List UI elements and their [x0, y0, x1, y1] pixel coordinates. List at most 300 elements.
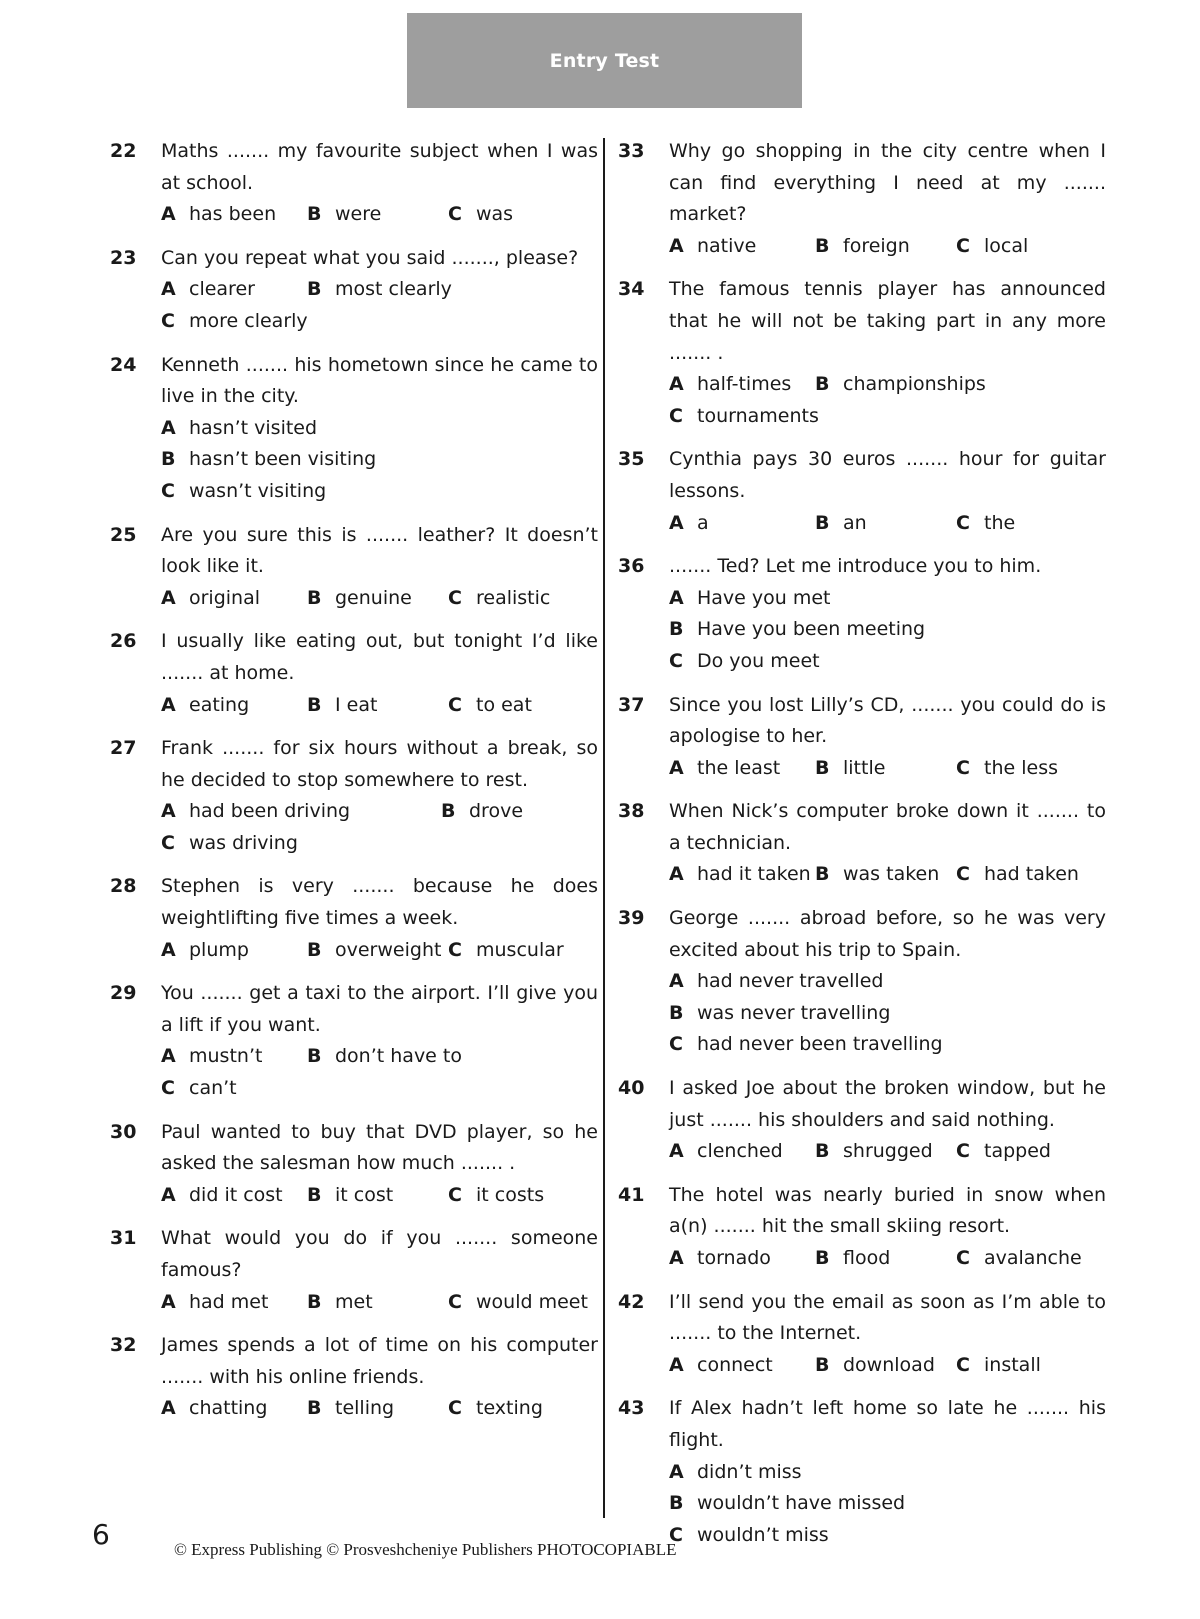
- answer-option: [815, 1136, 956, 1168]
- option-letter: B: [307, 1045, 322, 1068]
- question-item-26: [110, 626, 598, 721]
- answer-option: [669, 369, 815, 401]
- question-text: Cynthia pays 30 euros ....... hour for guitar lessons.: [669, 448, 1106, 502]
- answer-option: [307, 1287, 448, 1319]
- option-text: muscular: [476, 938, 564, 961]
- questions-left-column: [110, 136, 598, 1437]
- option-letter: B: [307, 938, 322, 961]
- option-text: realistic: [476, 586, 551, 609]
- option-text: had been driving: [189, 800, 351, 823]
- option-text: native: [697, 234, 757, 257]
- answer-options-row: [669, 231, 1106, 263]
- option-letter: B: [815, 511, 830, 534]
- question-body: [161, 136, 598, 231]
- question-number: 25: [110, 523, 137, 546]
- option-text: plump: [189, 938, 249, 961]
- question-number: 38: [618, 800, 645, 823]
- question-body: [161, 1117, 598, 1212]
- option-letter: A: [669, 511, 684, 534]
- question-number: 39: [618, 907, 645, 930]
- option-text: was never travelling: [697, 1001, 891, 1024]
- answer-option: [161, 274, 307, 306]
- question-number: 32: [110, 1334, 137, 1357]
- answer-option: [161, 1393, 307, 1425]
- option-letter: C: [956, 756, 970, 779]
- question-number: 33: [618, 140, 645, 162]
- question-item-22: [110, 136, 598, 231]
- option-text: avalanche: [984, 1247, 1082, 1269]
- question-text: James spends a lot of time on his computer ....... with his online friends.: [161, 1334, 598, 1388]
- question-text: What would you do if you ....... someone famous?: [161, 1227, 598, 1281]
- question-item-33: [618, 136, 1106, 262]
- answer-options-row: [161, 274, 598, 306]
- option-letter: A: [669, 373, 684, 396]
- option-text: shrugged: [843, 1140, 933, 1163]
- question-body: [161, 1223, 598, 1318]
- question-number: 27: [110, 737, 137, 760]
- option-letter: B: [307, 1397, 322, 1420]
- answer-option: [448, 1287, 588, 1319]
- option-letter: A: [161, 203, 176, 226]
- answer-option: [956, 1350, 1041, 1382]
- question-number: 22: [110, 140, 137, 162]
- option-letter: B: [307, 203, 322, 226]
- answer-option: [669, 1350, 815, 1382]
- option-text: was taken: [843, 863, 940, 886]
- option-letter: A: [161, 693, 176, 716]
- question-item-32: [110, 1330, 598, 1425]
- option-text: didn’t miss: [697, 1460, 802, 1483]
- option-text: mustn’t: [189, 1045, 263, 1068]
- option-text: local: [984, 234, 1029, 257]
- question-item-40: [618, 1073, 1106, 1168]
- answer-option: [161, 1287, 307, 1319]
- option-text: were: [335, 203, 382, 226]
- answer-option: [956, 859, 1079, 891]
- answer-option: [441, 796, 523, 828]
- option-text: Do you meet: [697, 649, 820, 672]
- question-number: 37: [618, 693, 645, 716]
- answer-option: [307, 1180, 448, 1212]
- copyright-footer: © Express Publishing © Prosveshcheniye Publishers PHOTOCOPIABLE: [174, 1540, 677, 1559]
- answer-options-row: [669, 1029, 1106, 1061]
- option-letter: B: [815, 756, 830, 779]
- option-letter: C: [448, 203, 462, 226]
- question-text: ....... Ted? Let me introduce you to him.: [669, 555, 1042, 578]
- question-item-24: [110, 350, 598, 508]
- question-item-41: [618, 1180, 1106, 1275]
- question-item-43: [618, 1393, 1106, 1551]
- option-letter: B: [307, 693, 322, 716]
- option-letter: A: [669, 1140, 684, 1163]
- answer-options-row: [669, 401, 1106, 433]
- option-letter: C: [669, 1523, 683, 1546]
- option-letter: C: [448, 1290, 462, 1313]
- answer-option: [669, 1457, 802, 1489]
- option-letter: A: [669, 1247, 684, 1269]
- question-body: [669, 690, 1106, 785]
- option-text: met: [335, 1290, 373, 1313]
- option-text: eating: [189, 693, 250, 716]
- question-body: [669, 1073, 1106, 1168]
- question-number: 24: [110, 353, 137, 376]
- question-text: I usually like eating out, but tonight I’d like ....... at home.: [161, 630, 598, 684]
- option-text: can’t: [189, 1077, 237, 1100]
- answer-option: [815, 508, 956, 540]
- answer-option: [161, 935, 307, 967]
- option-letter: C: [956, 1140, 970, 1163]
- answer-option: [669, 614, 925, 646]
- option-letter: A: [669, 756, 684, 779]
- answer-option: [669, 753, 815, 785]
- question-body: [669, 551, 1106, 677]
- option-letter: C: [161, 309, 175, 332]
- answer-option: [815, 369, 986, 401]
- option-letter: C: [956, 1353, 970, 1376]
- question-text: When Nick’s computer broke down it ....... to a technician.: [669, 800, 1106, 854]
- question-number: 30: [110, 1120, 137, 1143]
- question-body: [669, 1180, 1106, 1275]
- question-text: The famous tennis player has announced that he will not be taking part in any more ....... .: [669, 278, 1106, 364]
- questions-right-column: [618, 136, 1106, 1563]
- option-text: championships: [843, 373, 986, 396]
- answer-option: [815, 231, 956, 263]
- question-body: [161, 871, 598, 966]
- option-letter: C: [448, 1397, 462, 1420]
- answer-option: [161, 444, 376, 476]
- answer-option: [307, 935, 448, 967]
- option-text: it costs: [476, 1183, 545, 1206]
- option-text: it cost: [335, 1183, 394, 1206]
- answer-option: [669, 401, 819, 433]
- question-body: [161, 350, 598, 508]
- answer-options-row: [161, 796, 598, 828]
- option-text: an: [843, 511, 867, 534]
- answer-option: [669, 1243, 815, 1275]
- option-text: original: [189, 586, 261, 609]
- answer-option: [815, 1350, 956, 1382]
- option-letter: A: [161, 800, 176, 823]
- option-letter: A: [669, 970, 684, 993]
- option-text: little: [843, 756, 886, 779]
- option-text: the less: [984, 756, 1058, 779]
- option-text: had never been travelling: [697, 1033, 943, 1056]
- answer-options-row: [669, 646, 1106, 678]
- question-item-35: [618, 444, 1106, 539]
- question-number: 23: [110, 246, 137, 269]
- answer-options-row: [161, 1073, 598, 1105]
- option-letter: B: [815, 1247, 830, 1269]
- answer-option: [448, 1180, 544, 1212]
- answer-options-row: [669, 966, 1106, 998]
- answer-options-row: [161, 1393, 598, 1425]
- question-text: You ....... get a taxi to the airport. I’ll give you a lift if you want.: [161, 982, 598, 1036]
- option-letter: A: [161, 1183, 176, 1206]
- answer-option: [956, 1136, 1051, 1168]
- question-number: 26: [110, 630, 137, 653]
- question-text: Maths ....... my favourite subject when I was at school.: [161, 140, 598, 194]
- option-letter: C: [161, 1077, 175, 1100]
- answer-options-row: [669, 1136, 1106, 1168]
- page-number: 6: [92, 1518, 110, 1551]
- option-text: tournaments: [697, 404, 819, 427]
- question-body: [669, 1287, 1106, 1382]
- question-number: 35: [618, 448, 645, 471]
- question-body: [669, 136, 1106, 262]
- answer-options-row: [669, 998, 1106, 1030]
- question-item-25: [110, 520, 598, 615]
- answer-options-row: [161, 476, 598, 508]
- option-text: was driving: [189, 831, 298, 854]
- question-text: Can you repeat what you said ......., please?: [161, 246, 579, 269]
- answer-option: [448, 583, 550, 615]
- option-letter: B: [307, 278, 322, 301]
- answer-options-row: [161, 1287, 598, 1319]
- answer-options-row: [161, 1041, 598, 1073]
- answer-options-row: [669, 1488, 1106, 1520]
- option-text: flood: [843, 1247, 891, 1269]
- option-text: had never travelled: [697, 970, 884, 993]
- option-letter: A: [161, 586, 176, 609]
- question-body: [161, 520, 598, 615]
- option-text: foreign: [843, 234, 910, 257]
- option-text: the least: [697, 756, 781, 779]
- answer-option: [307, 690, 448, 722]
- answer-option: [956, 508, 1015, 540]
- question-text: If Alex hadn’t left home so late he ....... his flight.: [669, 1397, 1106, 1451]
- option-text: clearer: [189, 278, 255, 301]
- answer-option: [307, 199, 448, 231]
- question-number: 31: [110, 1227, 137, 1250]
- answer-option: [307, 274, 452, 306]
- answer-options-row: [669, 859, 1106, 891]
- answer-options-row: [669, 614, 1106, 646]
- option-text: wouldn’t have missed: [697, 1492, 906, 1515]
- option-letter: B: [815, 863, 830, 886]
- question-item-42: [618, 1287, 1106, 1382]
- option-text: did it cost: [189, 1183, 283, 1206]
- option-letter: B: [669, 618, 684, 641]
- answer-options-row: [161, 444, 598, 476]
- question-number: 36: [618, 555, 645, 578]
- option-letter: A: [161, 416, 176, 439]
- option-text: to eat: [476, 693, 532, 716]
- answer-option: [669, 1520, 829, 1552]
- question-text: Paul wanted to buy that DVD player, so he asked the salesman how much ....... .: [161, 1120, 598, 1175]
- option-letter: A: [669, 586, 684, 609]
- option-letter: B: [307, 586, 322, 609]
- option-text: tornado: [697, 1247, 771, 1269]
- answer-options-row: [161, 828, 598, 860]
- option-text: hasn’t been visiting: [189, 448, 377, 471]
- question-number: 29: [110, 982, 137, 1005]
- question-text: The hotel was nearly buried in snow when a(n) ....... hit the small skiing resort.: [669, 1183, 1106, 1238]
- option-letter: A: [161, 1290, 176, 1313]
- option-text: drove: [469, 800, 524, 823]
- question-body: [669, 903, 1106, 1061]
- answer-option: [161, 1041, 307, 1073]
- answer-option: [669, 966, 883, 998]
- answer-options-row: [669, 1457, 1106, 1489]
- option-text: the: [984, 511, 1016, 534]
- option-letter: C: [669, 649, 683, 672]
- answer-options-row: [669, 753, 1106, 785]
- answer-options-row: [161, 1180, 598, 1212]
- answer-option: [448, 199, 513, 231]
- answer-option: [161, 306, 308, 338]
- question-item-34: [618, 274, 1106, 432]
- option-letter: B: [669, 1492, 684, 1515]
- option-letter: C: [448, 693, 462, 716]
- answer-option: [956, 1243, 1082, 1275]
- option-text: tapped: [984, 1140, 1051, 1163]
- answer-option: [161, 690, 307, 722]
- answer-options-row: [669, 1350, 1106, 1382]
- answer-options-row: [669, 369, 1106, 401]
- question-number: 43: [618, 1397, 645, 1420]
- column-divider: [603, 138, 605, 1518]
- answer-option: [815, 753, 956, 785]
- option-letter: B: [815, 1140, 830, 1163]
- answer-option: [161, 413, 317, 445]
- question-item-31: [110, 1223, 598, 1318]
- question-item-29: [110, 978, 598, 1104]
- answer-option: [161, 583, 307, 615]
- option-text: most clearly: [335, 278, 452, 301]
- question-body: [161, 243, 598, 338]
- question-item-38: [618, 796, 1106, 891]
- option-text: install: [984, 1353, 1041, 1376]
- answer-options-row: [669, 1520, 1106, 1552]
- answer-option: [669, 859, 815, 891]
- question-number: 41: [618, 1183, 645, 1206]
- question-body: [669, 274, 1106, 432]
- question-text: I’ll send you the email as soon as I’m able to ....... to the Internet.: [669, 1290, 1106, 1345]
- answer-options-row: [669, 583, 1106, 615]
- question-number: 34: [618, 278, 645, 301]
- option-letter: B: [669, 1001, 684, 1024]
- option-letter: C: [669, 1033, 683, 1056]
- option-text: had it taken: [697, 863, 811, 886]
- header-banner: [407, 13, 802, 108]
- page-title: Entry Test: [549, 49, 660, 72]
- option-text: had taken: [984, 863, 1079, 886]
- answer-options-row: [161, 935, 598, 967]
- question-number: 42: [618, 1290, 645, 1313]
- option-letter: C: [956, 863, 970, 886]
- option-letter: C: [448, 1183, 462, 1206]
- option-text: clenched: [697, 1140, 783, 1163]
- option-text: connect: [697, 1353, 773, 1376]
- answer-options-row: [161, 306, 598, 338]
- option-text: hasn’t visited: [189, 416, 318, 439]
- option-text: texting: [476, 1397, 543, 1420]
- answer-option: [307, 1393, 448, 1425]
- answer-option: [161, 796, 441, 828]
- question-number: 40: [618, 1077, 645, 1100]
- option-letter: A: [161, 1397, 176, 1420]
- question-item-28: [110, 871, 598, 966]
- option-text: telling: [335, 1397, 395, 1420]
- answer-options-row: [161, 690, 598, 722]
- option-letter: A: [669, 863, 684, 886]
- option-letter: C: [669, 404, 683, 427]
- option-text: more clearly: [189, 309, 308, 332]
- option-text: Have you met: [697, 586, 831, 609]
- answer-option: [448, 1393, 543, 1425]
- question-body: [669, 444, 1106, 539]
- option-text: I eat: [335, 693, 378, 716]
- option-letter: A: [161, 278, 176, 301]
- answer-option: [956, 753, 1058, 785]
- answer-options-row: [161, 413, 598, 445]
- question-text: Kenneth ....... his hometown since he came to live in the city.: [161, 353, 598, 408]
- answer-option: [307, 583, 448, 615]
- option-letter: B: [815, 1353, 830, 1376]
- answer-option: [669, 1029, 943, 1061]
- answer-option: [161, 1180, 307, 1212]
- answer-option: [669, 583, 831, 615]
- question-item-23: [110, 243, 598, 338]
- option-letter: C: [956, 234, 970, 257]
- option-letter: C: [956, 1247, 970, 1269]
- option-letter: B: [161, 448, 176, 471]
- option-letter: C: [956, 511, 970, 534]
- option-text: genuine: [335, 586, 412, 609]
- option-letter: C: [161, 479, 175, 502]
- option-letter: B: [815, 234, 830, 257]
- answer-option: [815, 1243, 956, 1275]
- question-item-36: [618, 551, 1106, 677]
- answer-option: [669, 1136, 815, 1168]
- answer-option: [161, 828, 298, 860]
- option-letter: A: [161, 1045, 176, 1068]
- question-text: Since you lost Lilly’s CD, ....... you could do is apologise to her.: [669, 693, 1106, 748]
- answer-option: [669, 231, 815, 263]
- option-text: had met: [189, 1290, 269, 1313]
- question-text: I asked Joe about the broken window, but he just ....... his shoulders and said nothing.: [669, 1077, 1106, 1131]
- option-letter: A: [669, 1353, 684, 1376]
- question-body: [669, 796, 1106, 891]
- option-letter: A: [669, 234, 684, 257]
- option-text: has been: [189, 203, 277, 226]
- option-text: half-times: [697, 373, 792, 396]
- option-letter: B: [815, 373, 830, 396]
- option-letter: A: [669, 1460, 684, 1483]
- option-text: chatting: [189, 1397, 268, 1420]
- question-item-27: [110, 733, 598, 859]
- option-letter: C: [448, 938, 462, 961]
- option-letter: B: [307, 1290, 322, 1313]
- question-body: [669, 1393, 1106, 1551]
- question-text: Stephen is very ....... because he does weightlifting five times a week.: [161, 875, 598, 930]
- question-body: [161, 1330, 598, 1425]
- question-body: [161, 978, 598, 1104]
- question-text: Are you sure this is ....... leather? It doesn’t look like it.: [161, 523, 598, 578]
- option-letter: B: [307, 1183, 322, 1206]
- option-text: download: [843, 1353, 935, 1376]
- option-text: a: [697, 511, 709, 534]
- option-letter: A: [161, 938, 176, 961]
- option-text: would meet: [476, 1290, 588, 1313]
- question-text: Frank ....... for six hours without a break, so he decided to stop somewhere to rest.: [161, 737, 598, 791]
- question-body: [161, 733, 598, 859]
- option-letter: C: [161, 831, 175, 854]
- question-item-30: [110, 1117, 598, 1212]
- answer-option: [956, 231, 1028, 263]
- answer-options-row: [669, 508, 1106, 540]
- option-text: was: [476, 203, 514, 226]
